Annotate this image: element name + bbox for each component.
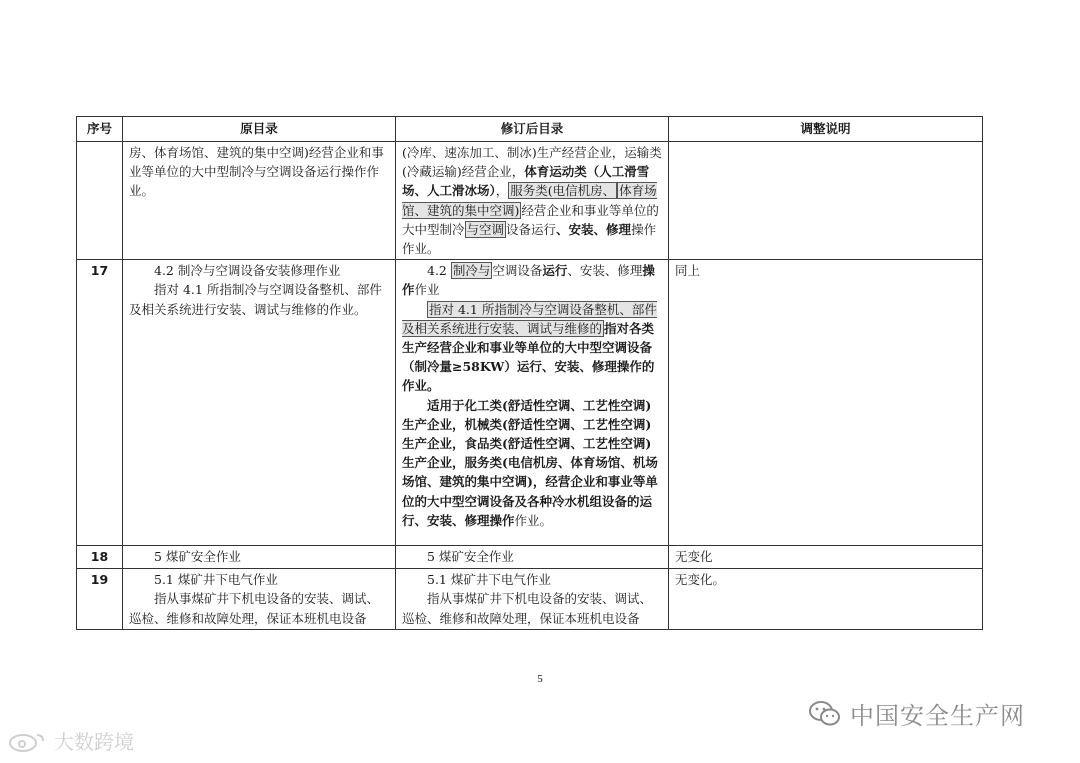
revised-added-text: 适用于化工类(舒适性空调、工艺性空调)生产企业，机械类(舒适性空调、工艺性空调)生产企业，食品类(舒适性空调、工艺性空调)生产企业，服务类(电信机房、体育场馆、机场场馆、建筑的集中空调)，经营企业和事业等单位的大中型空调设备及各种冷水机组设备的运行、安装、修理操作 [402,397,658,528]
wechat-icon [808,700,842,728]
cell-note: 同上 [669,260,983,546]
cell-note: 无变化。 [669,569,983,630]
weibo-icon [6,729,48,753]
cell-revised [396,260,669,546]
cell-note [669,142,983,260]
row-number: 19 [77,569,123,630]
revised-moved-text: 服务类(电信机房、 [510,183,616,199]
original-heading: 4.2 制冷与空调设备安装修理作业 [154,263,341,279]
revised-text: 设备运行 [506,221,557,237]
page-number: 5 [537,673,543,685]
cell-note: 无变化 [669,546,983,569]
cell-revised [396,569,669,630]
header-row [77,117,983,142]
header-seq: 序号 [77,117,123,142]
revised-added-text: 体育运动类（人工滑雪场、人工滑冰场） [402,164,650,199]
revised-text: 经营企业和事业等单位的大中型制冷 [402,202,659,237]
revised-paragraph: 适用于化工类(舒适性空调、工艺性空调)生产企业，机械类(舒适性空调、工艺性空调)生产企业，食品类(舒适性空调、工艺性空调)生产企业，服务类(电信机房、体育场馆、机场场馆、建筑的集中空调)，经营企业和事业等单位的大中型空调设备及各种冷水机组设备的运行、安装、修理操作作业。 [402,397,658,528]
revised-text: (冷库、速冻加工、制冰)生产经营企业，运输类(冷藏运输)经营企业， [402,145,662,180]
cell-original: 5 煤矿安全作业 [123,546,396,569]
row-number: 17 [77,260,123,546]
watermark-text: 大数跨境 [54,730,134,754]
cell-original [123,569,396,630]
revised-heading: 4.2 制冷与 空调设备运行、安装、修理操作作业 [402,263,655,298]
revised-added-text: 指对各类生产经营企业和事业等单位的大中型空调设备（制冷量≥58KW）运行、安装、修理操作的作业。 [402,320,655,394]
table-row-18 [77,546,983,569]
revised-moved-text: 指对 4.1 所指制冷与空调设备整机、部件及相关系统进行安装、调试与维修的 [402,301,657,336]
cell-seq [77,142,123,260]
directory-table [76,116,983,630]
revised-heading: 5.1 煤矿井下电气作业 [427,572,551,588]
original-heading: 5.1 煤矿井下电气作业 [154,572,278,588]
revised-moved-text: 体育场馆、建筑的集中空调) [402,183,657,218]
row-number: 18 [77,546,123,569]
revised-moved-text: 制冷与 [452,263,491,279]
revised-paragraph [402,300,662,396]
watermark-brand [808,696,1025,731]
header-revised: 修订后目录 [396,117,669,142]
original-text: 指对 4.1 所指制冷与空调设备整机、部件及相关系统进行安装、调试与维修的作业。 [129,282,382,317]
revised-moved-text: 与空调 [466,221,505,237]
revised-text: 指从事煤矿井下机电设备的安装、调试、巡检、维修和故障处理，保证本班机电设备 [402,591,653,626]
header-original: 原目录 [123,117,396,142]
table-row-19 [77,569,983,630]
cell-revised [396,142,669,260]
watermark-source [6,726,134,755]
revised-text: 操作作业。 [402,221,657,257]
cell-revised: 5 煤矿安全作业 [396,546,669,569]
revised-text: ， [495,183,509,199]
original-text: 指从事煤矿井下机电设备的安装、调试、巡检、维修和故障处理，保证本班机电设备 [129,591,380,626]
table-row-17 [77,260,983,546]
cell-original [123,142,396,260]
table-row-continued [77,142,983,260]
cell-original [123,260,396,546]
revised-added-text: 、安装、修理 [556,221,632,237]
watermark-text: 中国安全生产网 [850,702,1025,730]
original-text: 房、体育场馆、建筑的集中空调)经营企业和事业等单位的大中型制冷与空调设备运行操作作业。 [129,145,384,199]
header-note: 调整说明 [669,117,983,142]
